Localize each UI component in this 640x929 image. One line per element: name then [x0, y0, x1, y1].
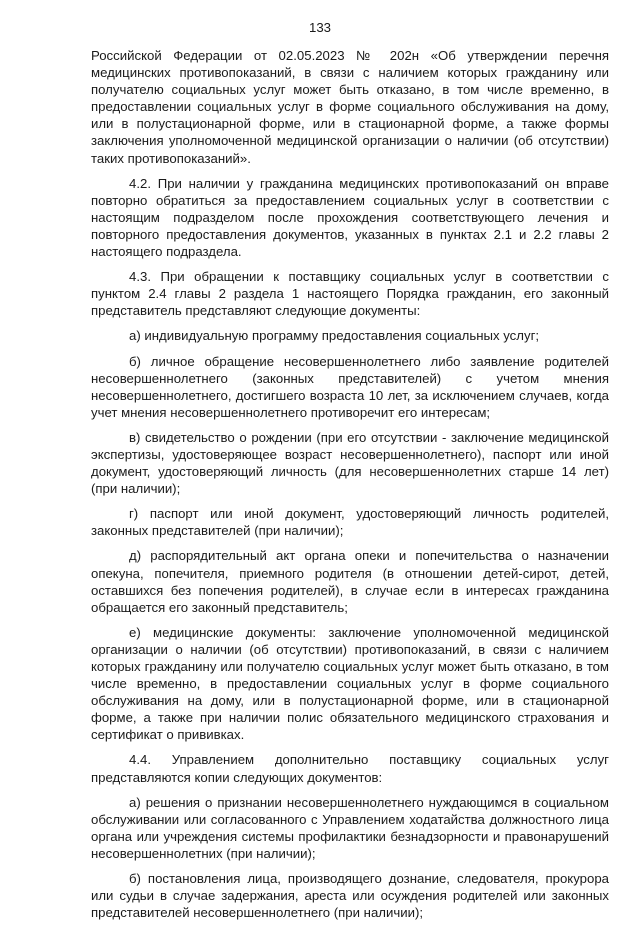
list-item-4-3-e: е) медицинские документы: заключение уполномоченной медицинской организации о наличии (об отсутствии) противопоказаний, в связи с наличием которых гражданину или получателю социальных услуг может быть отказано, в том числе временно, в предоставлении социальных услуг в форме социального обслуживания на дому, или в полустационарной форме, или в стационарной форме, а также при наличии полис обязательного медицинского страхования и сертификат о прививках. — [91, 624, 609, 743]
list-item-4-3-v: в) свидетельство о рождении (при его отсутствии - заключение медицинской экспертизы, удостоверяющее возраст несовершеннолетнего), паспорт или иной документ, удостоверяющий личность (для несовершеннолетних старше 14 лет) (при наличии); — [91, 429, 609, 497]
paragraph-4-4: 4.4. Управлением дополнительно поставщику социальных услуг представляются копии следующих документов: — [91, 752, 609, 785]
paragraph-continuation: Российской Федерации от 02.05.2023 № 202н «Об утверждении перечня медицинских противопоказаний, в связи с наличием которых гражданину или получателю социальных услуг может быть отказано, в том числе временно, в предоставлении социальных услуг в форме социального обслуживания на дому, или в полустационарной форме, или в стационарной форме, а также формы заключения уполномоченной медицинской организации о наличии (об отсутствии) таких противопоказаний». — [91, 48, 609, 166]
list-item-4-4-a: а) решения о признании несовершеннолетнего нуждающимся в социальном обслуживании или согласованного с Управлением ходатайства должностного лица органа или учреждения системы профилактики безнадзорности и правонарушений несовершеннолетних (при наличии); — [91, 794, 609, 861]
page-number: 133 — [308, 20, 331, 35]
document-body — [91, 47, 609, 929]
list-item-4-3-a: а) индивидуальную программу предоставления социальных услуг; — [129, 328, 540, 344]
list-item-4-3-d: д) распорядительный акт органа опеки и попечительства о назначении опекуна, попечителя, приемного родителя (в отношении детей-сирот, детей, оставшихся без попечения родителей), в случае если в интересах гражданина обращается его законный представитель; — [91, 548, 609, 615]
paragraph-4-2: 4.2. При наличии у гражданина медицинских противопоказаний он вправе повторно обратиться за предоставлением социальных услуг в соответствии с настоящим подразделом после прохождения соответствующего лечения и повторного предоставления документов, указанных в пунктах 2.1 и 2.2 главы 2 настоящего подраздела. — [91, 175, 609, 260]
list-item-4-4-b: б) постановления лица, производящего дознание, следователя, прокурора или судьи в случае задержания, ареста или осуждения родителей или законных представителей несовершеннолетнего (при наличии); — [91, 871, 609, 921]
paragraph-4-3: 4.3. При обращении к поставщику социальных услуг в соответствии с пунктом 2.4 главы 2 раздела 1 настоящего Порядка гражданин, его законный представитель представляют следующие документы: — [91, 269, 609, 319]
list-item-4-3-g: г) паспорт или иной документ, удостоверяющий личность родителей, законных представителей (при наличии); — [91, 506, 609, 539]
list-item-4-3-b: б) личное обращение несовершеннолетнего либо заявление родителей несовершеннолетнего (законных представителей) с учетом мнения несовершеннолетнего, достигшего возраста 10 лет, за исключением случаев, когда учет мнения несовершеннолетнего противоречит его интересам; — [91, 353, 609, 420]
